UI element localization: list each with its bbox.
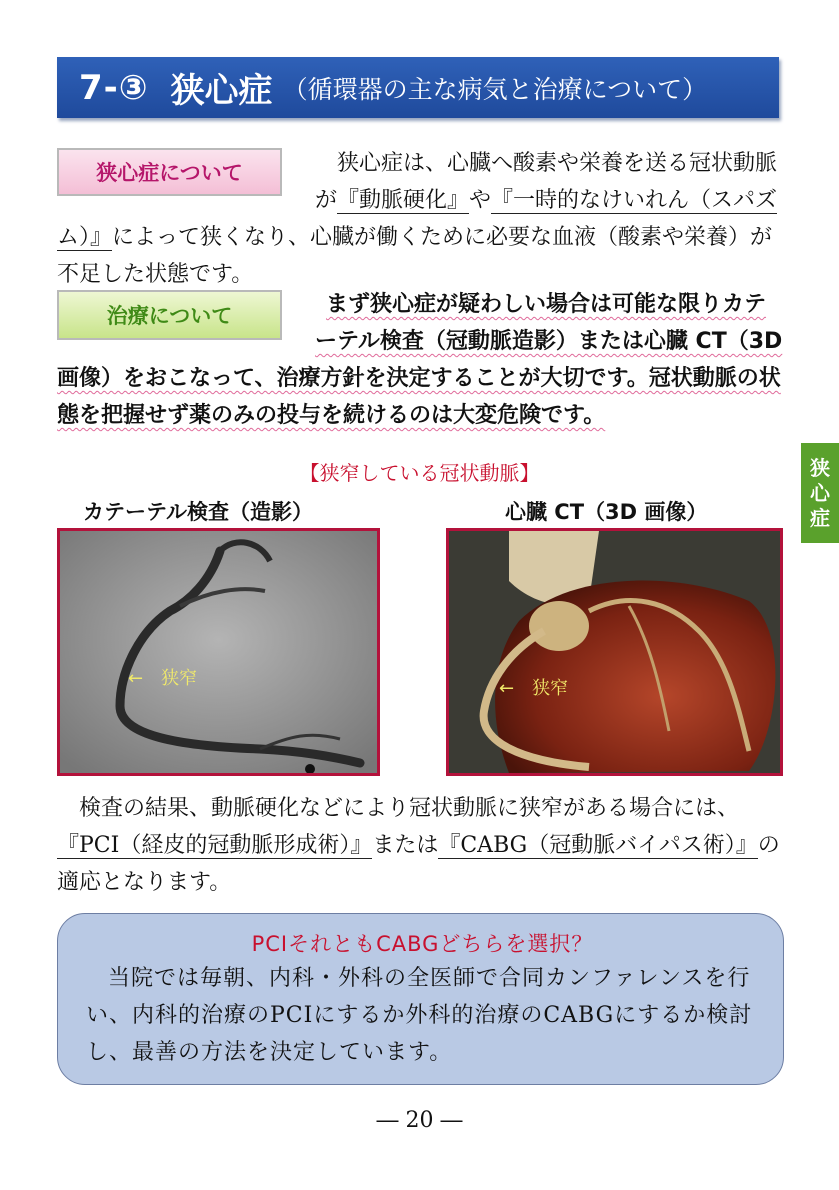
term-arteriosclerosis: 『動脈硬化』 <box>337 188 470 213</box>
catheter-image-label: カテーテル検査（造影） <box>83 500 313 524</box>
stenosis-label-angio: ← 狭窄 <box>128 668 198 689</box>
stenosis-label-ct: ← 狭窄 <box>499 678 569 699</box>
treatment-tag: 治療について <box>57 290 282 340</box>
figure-caption: 【狭窄している冠状動脈】 <box>299 461 540 485</box>
result-paragraph: 検査の結果、動脈硬化などにより冠状動脈に狭窄がある場合には、『PCI（経皮的冠動脈形成術）』または『CABG（冠動脈バイパス術）』の適応となります。 <box>57 796 780 895</box>
section-number: 7-③ <box>79 67 149 108</box>
info-box-title: PCIそれともCABGどちらを選択？ <box>251 932 594 956</box>
angiography-image <box>57 528 380 776</box>
treatment-paragraph: まず狭心症が疑わしい場合は可能な限りカテーテル検査（冠動脈造影）または心臓 CT（3D画像）をおこなって、治療方針を決定することが大切です。冠状動脈の状態を把握せず薬のみの投与を続けるのは大変危険です。 <box>57 292 783 428</box>
about-tag: 狭心症について <box>57 148 282 196</box>
section-header <box>57 57 779 118</box>
page-number: ― 20 ― <box>376 1108 463 1133</box>
info-box-text: 当院では毎朝、内科・外科の全医師で合同カンファレンスを行い、内科的治療のPCIにするか外科的治療のCABGにするか検討し、最善の方法を決定しています。 <box>86 966 753 1065</box>
term-cabg: 『CABG（冠動脈バイパス術）』 <box>438 833 758 858</box>
ct-3d-image <box>446 528 783 776</box>
term-pci: 『PCI（経皮的冠動脈形成術）』 <box>57 833 373 858</box>
about-paragraph: 狭心症は、心臓へ酸素や栄養を送る冠状動脈が『動脈硬化』や『一時的なけいれん（スパズム）』によって狭くなり、心臓が働くために必要な血液（酸素や栄養）が不足した状態です。 <box>57 151 778 287</box>
section-subtitle: （循環器の主な病気と治療について） <box>282 74 708 104</box>
chapter-side-tab: 狭 心 症 <box>801 443 839 543</box>
pci-cabg-info-box <box>57 913 784 1085</box>
term-spasm: 『一時的なけいれん（スパズム）』 <box>57 188 778 250</box>
ct-image-label: 心臓 CT（3D 画像） <box>505 500 708 524</box>
section-title: 狭心症 <box>170 71 273 111</box>
